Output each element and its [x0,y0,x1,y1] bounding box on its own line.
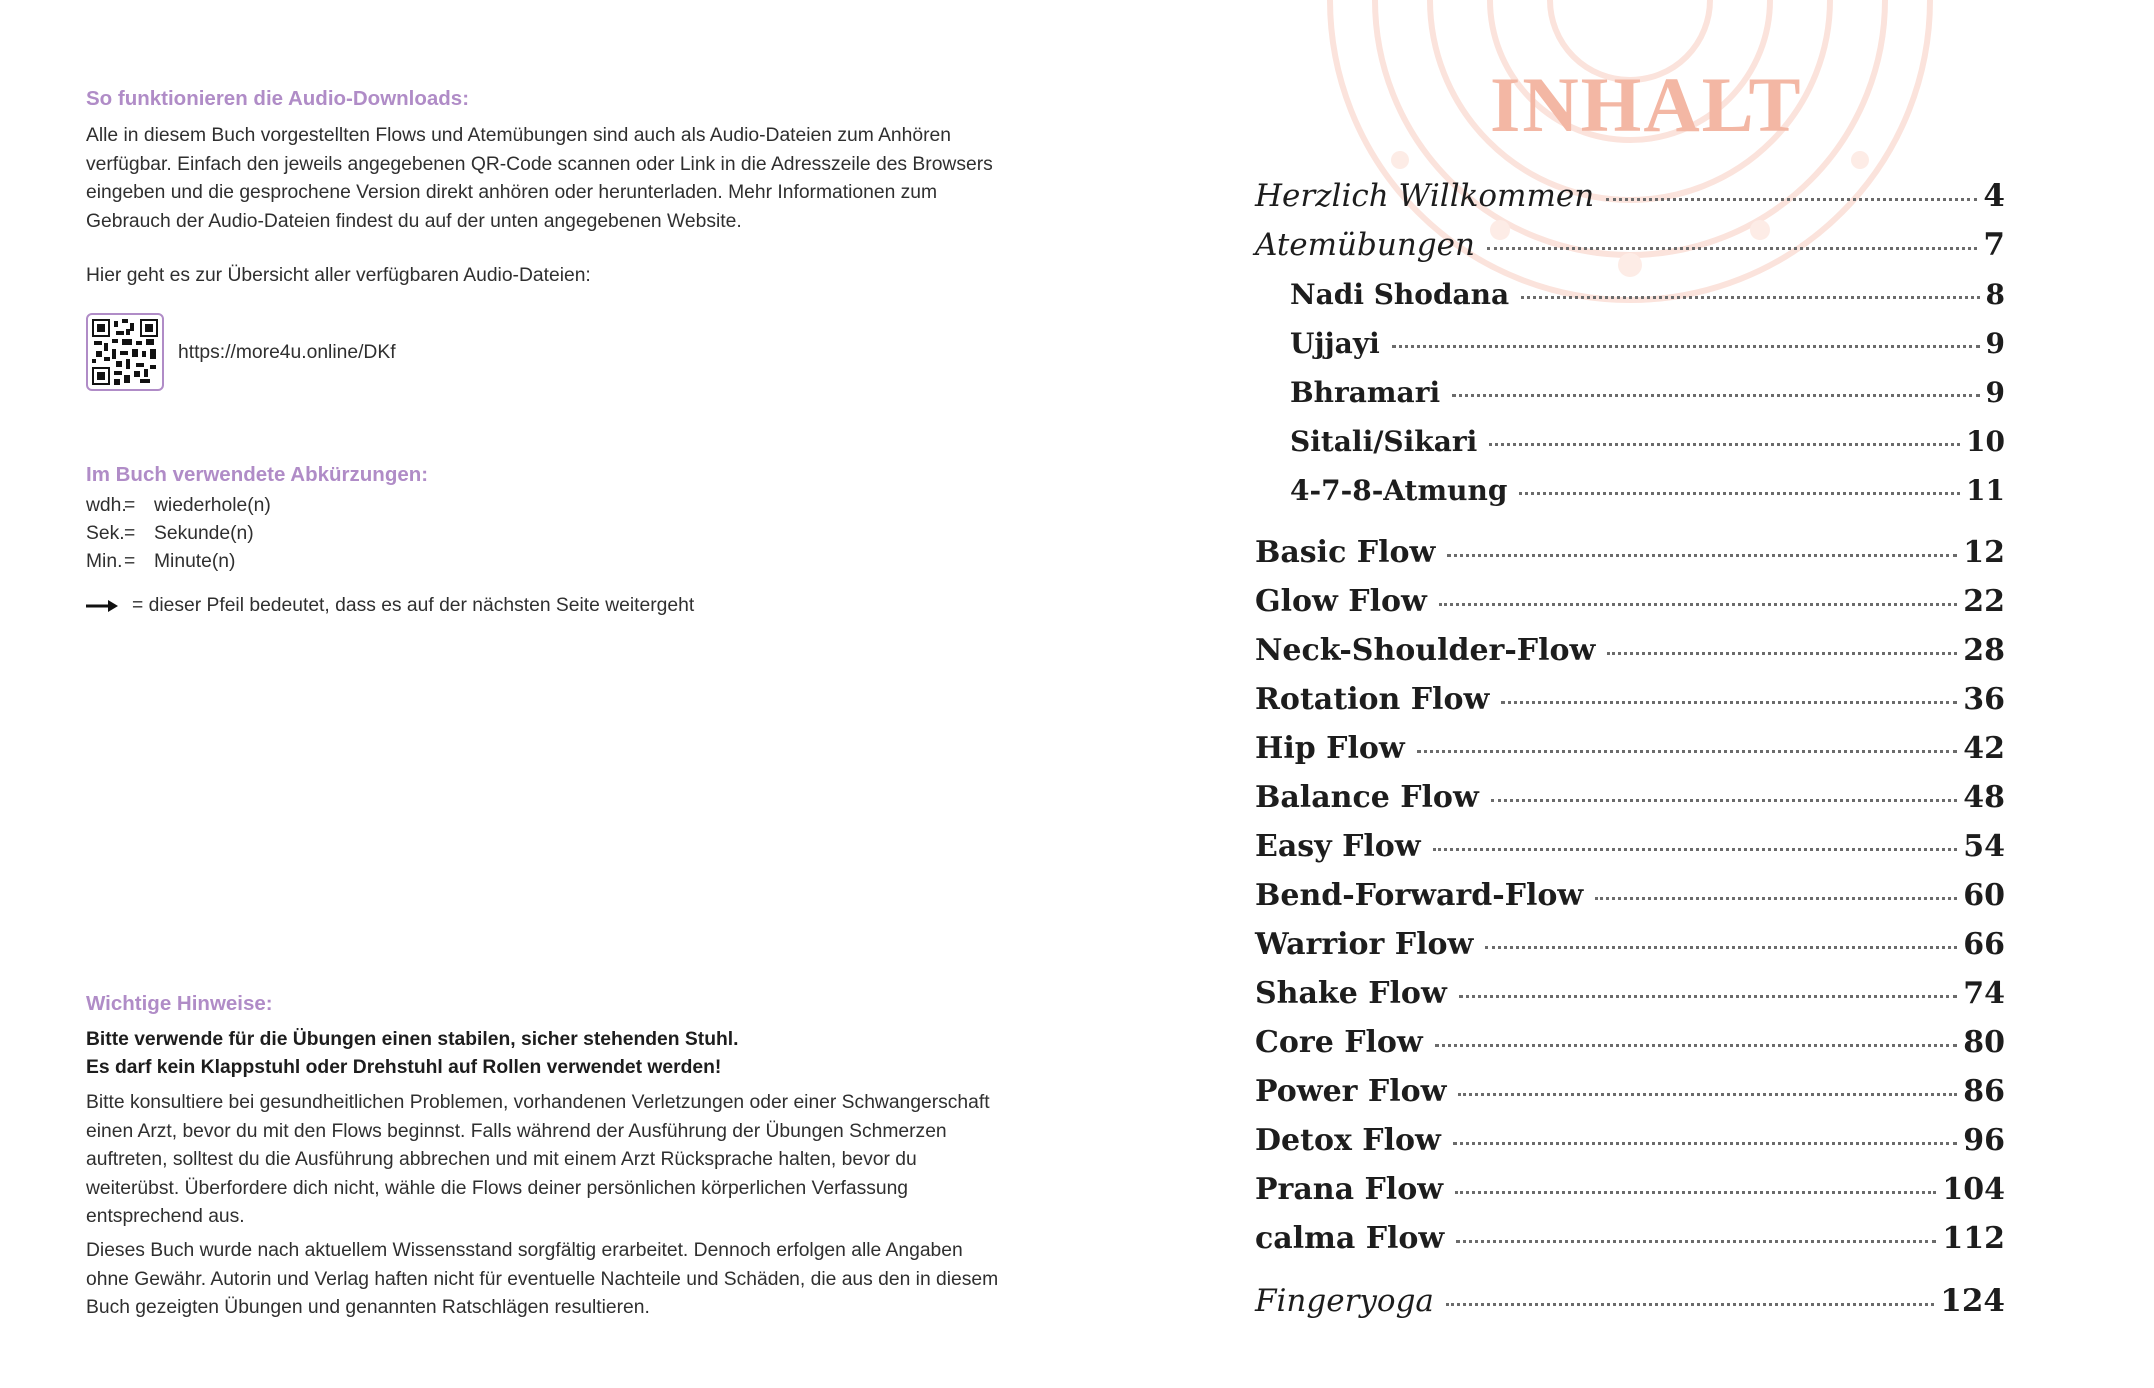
toc-entry-page: 80 [1963,1025,2005,1060]
toc-entry-page: 66 [1963,927,2005,962]
toc-leader-dots [1447,554,1957,557]
toc-entry-page: 96 [1963,1123,2005,1158]
toc-entry-page: 9 [1985,327,2005,360]
toc-leader-dots [1519,492,1960,495]
toc-entry-page: 7 [1983,227,2005,263]
toc-entry[interactable] [1255,976,2005,1011]
toc-entry-page: 28 [1963,633,2005,668]
toc-entry-label: Balance Flow [1255,780,1479,815]
toc-entry-page: 22 [1963,584,2005,619]
toc-entry[interactable] [1255,878,2005,913]
toc-leader-dots [1487,247,1977,250]
toc-entry[interactable] [1255,1172,2005,1207]
toc-leader-dots [1453,1142,1957,1145]
toc-entry-label: Power Flow [1255,1074,1447,1109]
toc-entry-page: 124 [1940,1283,2005,1319]
toc-leader-dots [1456,1240,1936,1243]
toc-entry[interactable] [1255,1123,2005,1158]
toc-entry-label: Nadi Shodana [1290,278,1510,311]
abbreviation-key: Min. [86,551,123,572]
toc-entry-page: 8 [1985,278,2005,311]
abbreviation-key: Sek. [86,523,125,544]
toc-leader-dots [1392,345,1980,348]
toc-entry-label: Fingeryoga [1255,1283,1434,1319]
toc-entry-page: 48 [1963,780,2005,815]
abbreviation-row [86,495,271,517]
toc-leader-dots [1607,652,1957,655]
toc-leader-dots [1455,1191,1936,1194]
toc-entry-page: 112 [1942,1221,2005,1256]
toc-leader-dots [1501,701,1957,704]
toc-entry-page: 104 [1942,1172,2005,1207]
toc-entry[interactable] [1290,278,2005,311]
toc-entry-page: 11 [1966,474,2005,507]
toc-entry-label: Ujjayi [1290,327,1380,360]
toc-entry-page: 42 [1963,731,2005,766]
toc-entry-label: Herzlich Willkommen [1255,178,1595,214]
toc-leader-dots [1458,1093,1957,1096]
toc-entry[interactable] [1255,227,2005,263]
toc-entry-page: 36 [1963,682,2005,717]
abbreviation-value: Sekunde(n) [154,523,254,544]
notes-bold-line-2: Es darf kein Klappstuhl oder Drehstuhl auf Rollen verwendet werden! [86,1057,722,1078]
toc-entry-label: Shake Flow [1255,976,1447,1011]
abbreviation-value: Minute(n) [154,551,236,572]
toc-leader-dots [1459,995,1957,998]
abbreviation-key: wdh. [86,495,127,516]
toc-leader-dots [1452,394,1979,397]
toc-entry-label: 4-7-8-Atmung [1290,474,1508,507]
toc-entry[interactable] [1255,780,2005,815]
toc-entry-label: Sitali/Sikari [1290,425,1478,458]
toc-leader-dots [1485,946,1957,949]
toc-entry[interactable] [1290,327,2005,360]
toc-title: INHALT [1490,61,1803,148]
toc-entry-label: Hip Flow [1255,731,1405,766]
toc-entry[interactable] [1290,474,2005,507]
toc-leader-dots [1439,603,1957,606]
audio-section-title: So funktionieren die Audio-Downloads: [86,87,470,110]
toc-leader-dots [1606,198,1977,201]
toc-leader-dots [1433,848,1958,851]
toc-entry-label: Bhramari [1290,376,1441,409]
audio-description: Alle in diesem Buch vorgestellten Flows und Atemübungen sind auch als Audio-Dateien zum Anhören verfügbar. Einfach den jeweils angegebenen QR-Code scannen oder Link in die Adresszeile des Browsers eingeben und die gesprochene Version direkt anhören oder herunterladen. Mehr Informationen zum Gebrauch der Audio-Dateien findest du auf der unten angegebenen Website. [86,125,993,232]
toc-entry[interactable] [1255,178,2005,214]
abbreviation-row [86,523,254,545]
toc-entry[interactable] [1255,1283,2005,1319]
abbreviation-eq: = [124,523,136,544]
qr-code-icon [92,319,158,385]
toc-entry[interactable] [1255,1221,2005,1256]
toc-leader-dots [1491,799,1957,802]
abbreviation-value: wiederhole(n) [154,495,271,516]
toc-entry-page: 60 [1963,878,2005,913]
toc-entry[interactable] [1255,829,2005,864]
notes-paragraph-2: Dieses Buch wurde nach aktuellem Wissensstand sorgfältig erarbeitet. Dennoch erfolgen alle Angaben ohne Gewähr. Autorin und Verlag haften nicht für eventuelle Nachteile und Schäden, die aus den in diesem Buch gezeigten Übungen und genannten Ratschlägen resultieren. [86,1240,999,1318]
toc-entry[interactable] [1255,1025,2005,1060]
toc-entry[interactable] [1255,633,2005,668]
toc-entry-page: 54 [1963,829,2005,864]
toc-entry-label: Neck-Shoulder-Flow [1255,633,1596,668]
toc-leader-dots [1417,750,1958,753]
toc-leader-dots [1489,443,1960,446]
notes-paragraph-1: Bitte konsultiere bei gesundheitlichen Problemen, vorhandenen Verletzungen oder einer Schwangerschaft einen Arzt, bevor du mit den Flows beginnst. Falls während der Ausführung der Übungen Schmerzen auftreten, solltest du die Ausführung abbrechen und mit einem Arzt Rücksprache halten, bevor du weiterübst. Überfordere dich nicht, wähle die Flows deiner persönlichen körperlichen Verfassung entsprechend aus. [86,1092,990,1227]
toc-leader-dots [1446,1303,1934,1306]
abbreviation-row [86,551,235,573]
arrow-note-row [86,595,694,617]
toc-entry-label: Easy Flow [1255,829,1421,864]
toc-entry-page: 12 [1963,535,2005,570]
audio-overview-text: Hier geht es zur Übersicht aller verfügbaren Audio-Dateien: [86,265,591,286]
toc-entry[interactable] [1255,927,2005,962]
arrow-right-icon [86,599,118,613]
toc-entry-label: Detox Flow [1255,1123,1441,1158]
toc-entry-page: 86 [1963,1074,2005,1109]
toc-entry-page: 10 [1966,425,2005,458]
toc-entry-label: Basic Flow [1255,535,1436,570]
toc-entry[interactable] [1255,1074,2005,1109]
toc-leader-dots [1595,897,1957,900]
notes-bold-line-1: Bitte verwende für die Übungen einen stabilen, sicher stehenden Stuhl. [86,1029,739,1050]
toc-leader-dots [1435,1044,1957,1047]
toc-entry-label: Prana Flow [1255,1172,1444,1207]
toc-entry[interactable] [1290,425,2005,458]
toc-entry-label: Bend-Forward-Flow [1255,878,1584,913]
notes-title: Wichtige Hinweise: [86,992,273,1015]
toc-entry-label: Glow Flow [1255,584,1427,619]
abbreviation-eq: = [124,551,136,572]
arrow-note-text: = dieser Pfeil bedeutet, dass es auf der nächsten Seite weitergeht [132,595,695,616]
toc-leader-dots [1521,296,1979,299]
toc-entry[interactable] [1290,376,2005,409]
toc-entry[interactable] [1255,682,2005,717]
toc-entry-page: 4 [1983,178,2005,214]
toc-entry-label: Warrior Flow [1255,927,1474,962]
toc-entry[interactable] [1255,584,2005,619]
toc-entry-label: Rotation Flow [1255,682,1490,717]
toc-entry[interactable] [1255,731,2005,766]
toc-entry-label: Atemübungen [1255,227,1475,263]
audio-url-link[interactable]: https://more4u.online/DKf [178,342,396,363]
toc-entry[interactable] [1255,535,2005,570]
toc-entry-page: 74 [1963,976,2005,1011]
toc-entry-label: Core Flow [1255,1025,1423,1060]
toc-entry-page: 9 [1985,376,2005,409]
abbreviation-eq: = [124,495,136,516]
qr-code[interactable] [86,313,164,391]
toc-entry-label: calma Flow [1255,1221,1445,1256]
abbreviations-title: Im Buch verwendete Abkürzungen: [86,463,429,486]
